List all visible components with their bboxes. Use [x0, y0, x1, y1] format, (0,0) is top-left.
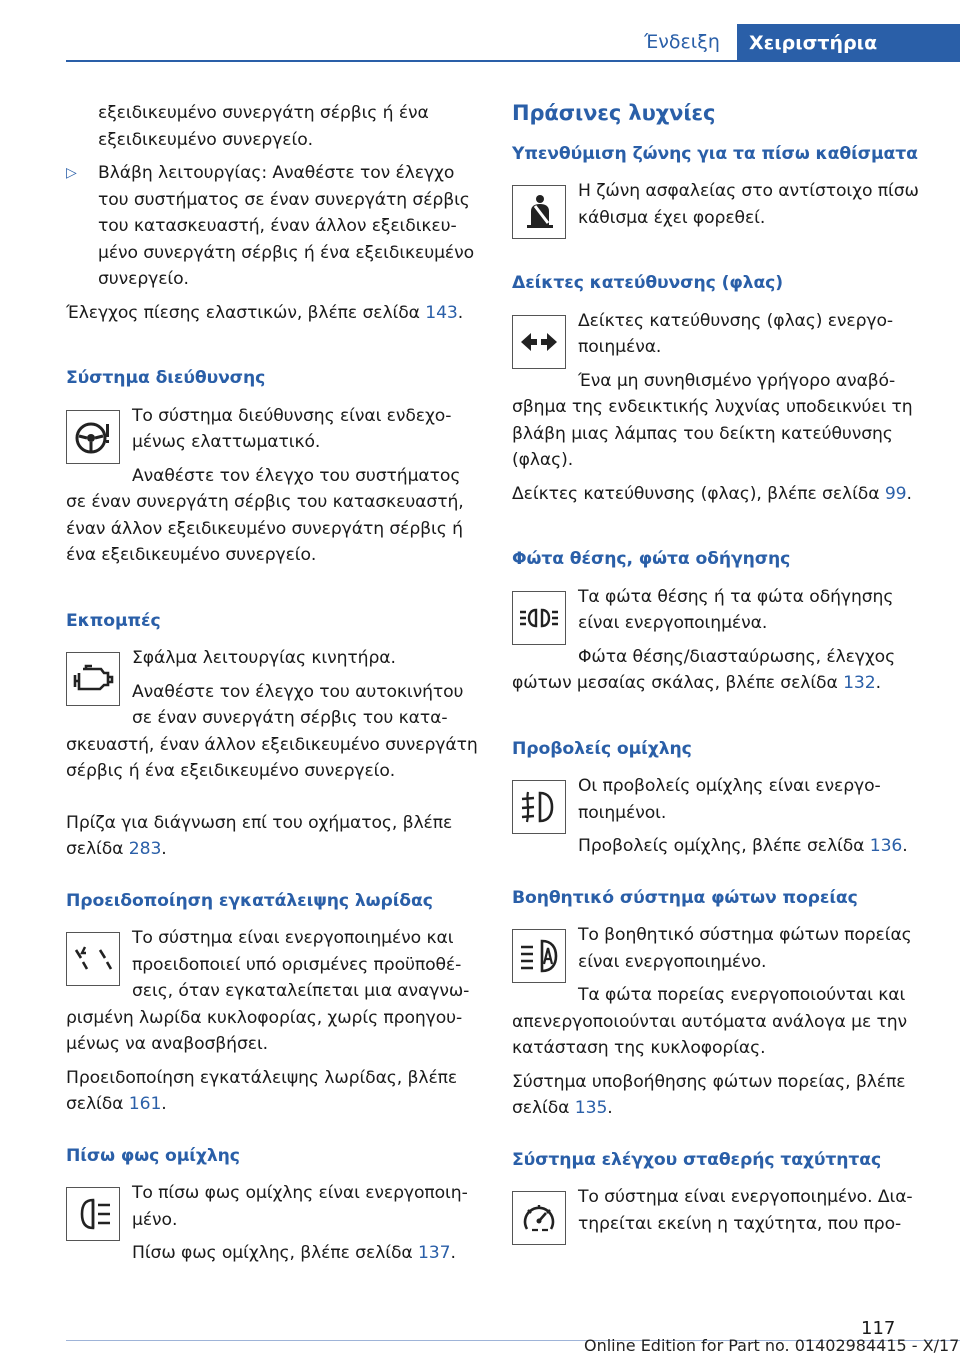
- parking-section: [512, 584, 932, 637]
- lane-section: [66, 925, 478, 1058]
- turn-ref: Δείκτες κατεύθυνσης (φλας), βλέπε σελίδα 99.: [512, 483, 912, 504]
- heading-high-beam: Βοηθητικό σύστημα φώτων πορείας: [512, 887, 858, 908]
- front-fog-text1: Οι προβολείς ομίχλης είναι ενεργοποιημένοι.: [578, 776, 881, 823]
- lane-text1: Το σύστημα είναι ενεργοποιημένο και προειδοποιεί υπό ορισμένες προϋποθέσεις, όταν εγκαταλείπεται μια αναγνωρισμένη λωρίδα κυκλοφορίας, χωρίς προηγουμένως να αναβοσβήσει.: [66, 928, 470, 1054]
- heading-turn-signals: Δείκτες κατεύθυνσης (φλας): [512, 273, 783, 293]
- page-link-143[interactable]: 143: [425, 302, 458, 323]
- turn-section: [512, 308, 932, 474]
- front-fog-ref: Προβολείς ομίχλης, βλέπε σελίδα 136.: [578, 836, 908, 856]
- seatbelt-icon: [512, 185, 566, 239]
- heading-green-lights: Πράσινες λυχνίες: [512, 101, 716, 125]
- engine-check-icon: [66, 652, 120, 706]
- seatbelt-section: [512, 178, 932, 231]
- page-link-99[interactable]: 99: [884, 483, 907, 504]
- high-beam-text1: Το βοηθητικό σύστημα φώτων πορείας είναι ενεργοποιημένο.: [578, 925, 912, 972]
- rear-fog-ref: Πίσω φως ομίχλης, βλέπε σελίδα 137.: [132, 1243, 456, 1263]
- heading-rear-fog: Πίσω φως ομίχλης: [66, 1145, 240, 1166]
- rear-fog-section: [66, 1180, 478, 1267]
- turn-text2: Ένα μη συνηθισμένο γρήγορο αναβόσβημα της ενδεικτικής λυχνίας υποδεικνύει τη βλάβη μιας λάμπας του δείκτη κατεύθυνσης (φλας).: [512, 370, 913, 470]
- continued-text: εξειδικευμένο συνεργάτη σέρβις ή ένα εξειδικευμένο συνεργείο.: [98, 103, 429, 150]
- tab-index[interactable]: Ένδειξη: [644, 31, 720, 53]
- front-fog-section: [512, 773, 932, 860]
- page-link-161[interactable]: 161: [128, 1094, 162, 1114]
- page-link-135[interactable]: 135: [574, 1098, 608, 1118]
- seatbelt-text1: Η ζώνη ασφαλείας στο αντίστοιχο πίσω κάθισμα έχει φορεθεί.: [578, 181, 919, 228]
- front-fog-light-icon: [512, 780, 566, 834]
- turn-signal-icon: [512, 315, 566, 369]
- page-link-132[interactable]: 132: [843, 673, 876, 693]
- bullet-text: Βλάβη λειτουργίας: Αναθέστε τον έλεγχο του συστήματος σε έναν συνεργάτη σέρβις του κατασκευαστή, έναν άλλον εξειδικευμένο συνεργάτη σέρβις ή ένα εξειδικευμένο συνεργείο.: [98, 163, 475, 289]
- page-number: 117: [861, 1318, 896, 1339]
- heading-steering: Σύστημα διεύθυνσης: [66, 368, 266, 388]
- page-link-283[interactable]: 283: [128, 839, 162, 859]
- tab-controls[interactable]: Χειριστήρια: [737, 24, 960, 62]
- heading-front-fog: Προβολείς ομίχλης: [512, 738, 692, 759]
- cruise-section: [512, 1184, 932, 1237]
- page-link-136[interactable]: 136: [869, 836, 903, 856]
- parking-lights-icon: [512, 591, 566, 645]
- heading-lane-departure: Προειδοποίηση εγκατάλειψης λωρίδας: [66, 890, 433, 911]
- header-divider: [66, 60, 960, 62]
- tire-ref-text: Έλεγχος πίεσης ελαστικών, βλέπε σελίδα: [66, 302, 426, 323]
- high-beam-ref-text: Σύστημα υποβοήθησης φώτων πορείας, βλέπε σελίδα: [512, 1071, 906, 1118]
- steering-text2: Αναθέστε τον έλεγχο του συστήματος σε έναν συνεργάτη σέρβις του κατασκευαστή, έναν άλλον εξειδικευμένο συνεργάτη σέρβις ή ένα εξειδικευμένο συνεργείο.: [66, 465, 464, 565]
- parking-text1: Τα φώτα θέσης ή τα φώτα οδήγησης είναι ενεργοποιημένα.: [578, 586, 894, 633]
- emissions-text2: Αναθέστε τον έλεγχο του αυτοκινήτου σε έναν συνεργάτη σέρβις του κατασκευαστή, έναν άλλον εξειδικευμένο συνεργάτη σέρβις ή ένα εξειδικευμένο συνεργείο.: [66, 681, 478, 781]
- heading-seatbelt: Υπενθύμιση ζώνης για τα πίσω καθίσματα: [512, 143, 918, 164]
- front-fog-ref-text: Προβολείς ομίχλης, βλέπε σελίδα: [578, 836, 870, 856]
- cruise-control-icon: [512, 1191, 566, 1245]
- rear-fog-light-icon: [66, 1187, 120, 1241]
- emissions-text1: Σφάλμα λειτουργίας κινητήρα.: [132, 648, 396, 668]
- cruise-text1: Το σύστημα είναι ενεργοποιημένο. Διατηρείται εκείνη η ταχύτητα, που προ-: [578, 1187, 913, 1234]
- parking-ref-text: Φώτα θέσης/διασταύρωσης, έλεγχος φώτων μεσαίας σκάλας, βλέπε σελίδα: [512, 646, 896, 693]
- turn-text1: Δείκτες κατεύθυνσης (φλας) ενεργοποιημένα.: [578, 310, 894, 357]
- turn-ref-text: Δείκτες κατεύθυνσης (φλας), βλέπε σελίδα: [512, 483, 885, 504]
- heading-emissions: Εκπομπές: [66, 610, 161, 631]
- lane-ref: Προειδοποίηση εγκατάλειψης λωρίδας, βλέπε σελίδα 161.: [66, 1067, 458, 1114]
- left-column: [66, 100, 478, 1274]
- bullet-triangle-icon: ▷: [66, 165, 77, 181]
- diagnosis-ref-text: Πρίζα για διάγνωση επί του οχήματος, βλέπε σελίδα: [66, 812, 453, 859]
- steering-text1: Το σύστημα διεύθυνσης είναι ενδεχομένως ελαττωματικό.: [132, 405, 452, 452]
- emissions-section: [66, 645, 478, 785]
- page-link-137[interactable]: 137: [417, 1243, 451, 1263]
- heading-parking-lights: Φώτα θέσης, φώτα οδήγησης: [512, 549, 791, 569]
- lane-departure-icon: [66, 932, 120, 986]
- steering-fault-icon: [66, 410, 120, 464]
- rear-fog-text1: Το πίσω φως ομίχλης είναι ενεργοποιημένο.: [132, 1183, 468, 1230]
- right-column: [512, 100, 932, 1251]
- parking-ref: Φώτα θέσης/διασταύρωσης, έλεγχος φώτων μεσαίας σκάλας, βλέπε σελίδα 132.: [512, 646, 896, 693]
- steering-section: [66, 403, 478, 569]
- high-beam-ref: Σύστημα υποβοήθησης φώτων πορείας, βλέπε σελίδα 135.: [512, 1071, 906, 1118]
- tire-pressure-ref: Έλεγχος πίεσης ελαστικών, βλέπε σελίδα 143.: [66, 302, 464, 323]
- bullet-item: [66, 160, 478, 293]
- diagnosis-ref: Πρίζα για διάγνωση επί του οχήματος, βλέπε σελίδα 283.: [66, 812, 453, 859]
- edition-footer: Online Edition for Part no. 01402984415 - X/17: [584, 1336, 960, 1355]
- high-beam-section: [512, 922, 932, 975]
- lane-ref-text: Προειδοποίηση εγκατάλειψης λωρίδας, βλέπε σελίδα: [66, 1067, 458, 1114]
- heading-cruise-control: Σύστημα ελέγχου σταθερής ταχύτητας: [512, 1149, 882, 1170]
- rear-fog-ref-text: Πίσω φως ομίχλης, βλέπε σελίδα: [132, 1243, 418, 1263]
- high-beam-assist-icon: [512, 929, 566, 983]
- high-beam-text2: Τα φώτα πορείας ενεργοποιούνται και απενεργοποιούνται αυτόματα ανάλογα με την κατάσταση της κυκλοφορίας.: [512, 985, 908, 1058]
